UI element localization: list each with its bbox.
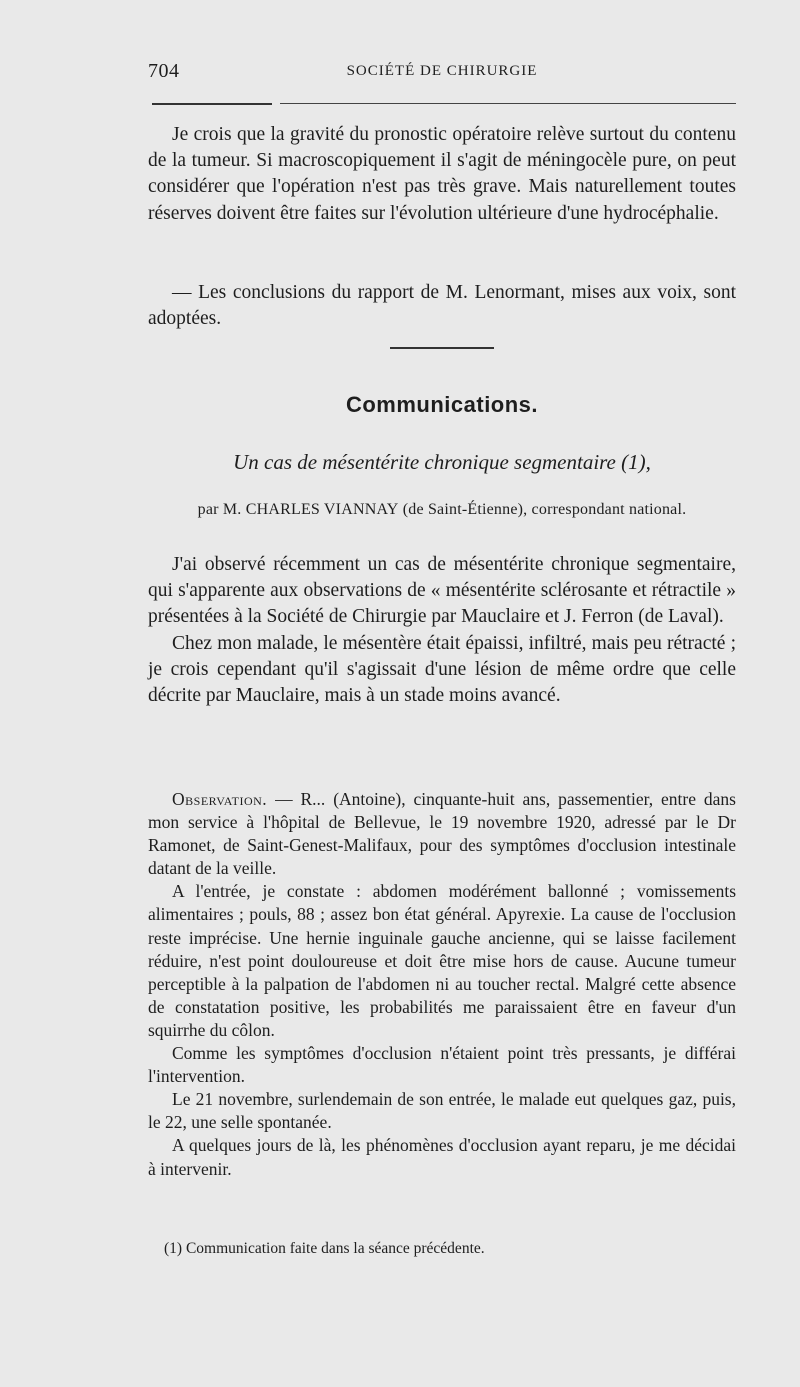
article-byline <box>148 501 736 519</box>
observation-paragraph: A quelques jours de là, les phénomènes d'occlusion ayant reparu, je me décidai à intervenir. <box>148 1135 736 1179</box>
observation-first-text: — R... (Antoine), cinquante-huit ans, passementier, entre dans mon service à l'hôpital de Bellevue, le 19 novembre 1920, adressé par le Dr Ramonet, de Saint-Genest-Malifaux, pour des symptômes d'occlusion intestinale datant de la veille. <box>148 789 736 879</box>
observation-block <box>148 788 736 1181</box>
byline-suffix: (de Saint-Étienne), correspondant national. <box>402 501 687 518</box>
article-title: Un cas de mésentérite chronique segmentaire (1), <box>233 450 651 474</box>
footnote: (1) Communication faite dans la séance précédente. <box>164 1240 485 1257</box>
byline-author: CHARLES VIANNAY <box>245 501 399 518</box>
header-rule-right <box>280 103 736 104</box>
paragraph-text: — Les conclusions du rapport de M. Lenormant, mises aux voix, sont adoptées. <box>148 282 736 330</box>
observation-paragraph: A l'entrée, je constate : abdomen modérément ballonné ; vomissements alimentaires ; pouls, 88 ; assez bon état général. Apyrexie. La cause de l'occlusion reste imprécise. Une hernie inguinale gauche ancienne, qui se laisse facilement réduire, n'est point douloureuse et doit être mise hors de cause. Aucune tumeur perceptible à la palpation de l'abdomen ni au toucher rectal. Malgré cette absence de constatation positive, les probabilités me paraissaient être en faveur d'un squirrhe du côlon. <box>148 881 736 1040</box>
observation-paragraph: Comme les symptômes d'occlusion n'étaient point très pressants, je différai l'intervention. <box>148 1043 736 1087</box>
section-divider <box>390 347 494 349</box>
page-number: 704 <box>148 60 180 82</box>
paragraph-prognosis <box>148 122 736 227</box>
observation-first-paragraph <box>148 788 736 880</box>
body-paragraph: Chez mon malade, le mésentère était épaissi, infiltré, mais peu rétracté ; je crois cependant qu'il s'agissait d'une lésion de même ordre que celle décrite par Mauclaire, mais à un stade moins avancé. <box>148 632 736 707</box>
byline-prefix: par M. <box>197 501 242 518</box>
page-header <box>148 60 736 90</box>
header-rule-left <box>152 103 272 105</box>
observation-paragraph: Le 21 novembre, surlendemain de son entrée, le malade eut quelques gaz, puis, le 22, une selle spontanée. <box>148 1089 736 1133</box>
article-body <box>148 552 736 709</box>
running-title: SOCIÉTÉ DE CHIRURGIE <box>346 63 538 79</box>
paragraph-conclusions <box>148 280 736 332</box>
body-paragraph: J'ai observé récemment un cas de mésentérite chronique segmentaire, qui s'apparente aux observations de « mésentérite sclérosante et rétractile » présentées à la Société de Chirurgie par Mauclaire et J. Ferron (de Laval). <box>148 554 736 628</box>
section-heading: Communications. <box>345 392 539 417</box>
observation-label: Observation. <box>172 789 268 809</box>
paragraph-text: Je crois que la gravité du pronostic opératoire relève surtout du contenu de la tumeur. Si macroscopiquement il s'agit de méningocèle pure, on peut considérer que l'opération n'est pas très grave. Mais naturellement toutes réserves doivent être faites sur l'évolution ultérieure d'une hydrocéphalie. <box>148 124 736 224</box>
